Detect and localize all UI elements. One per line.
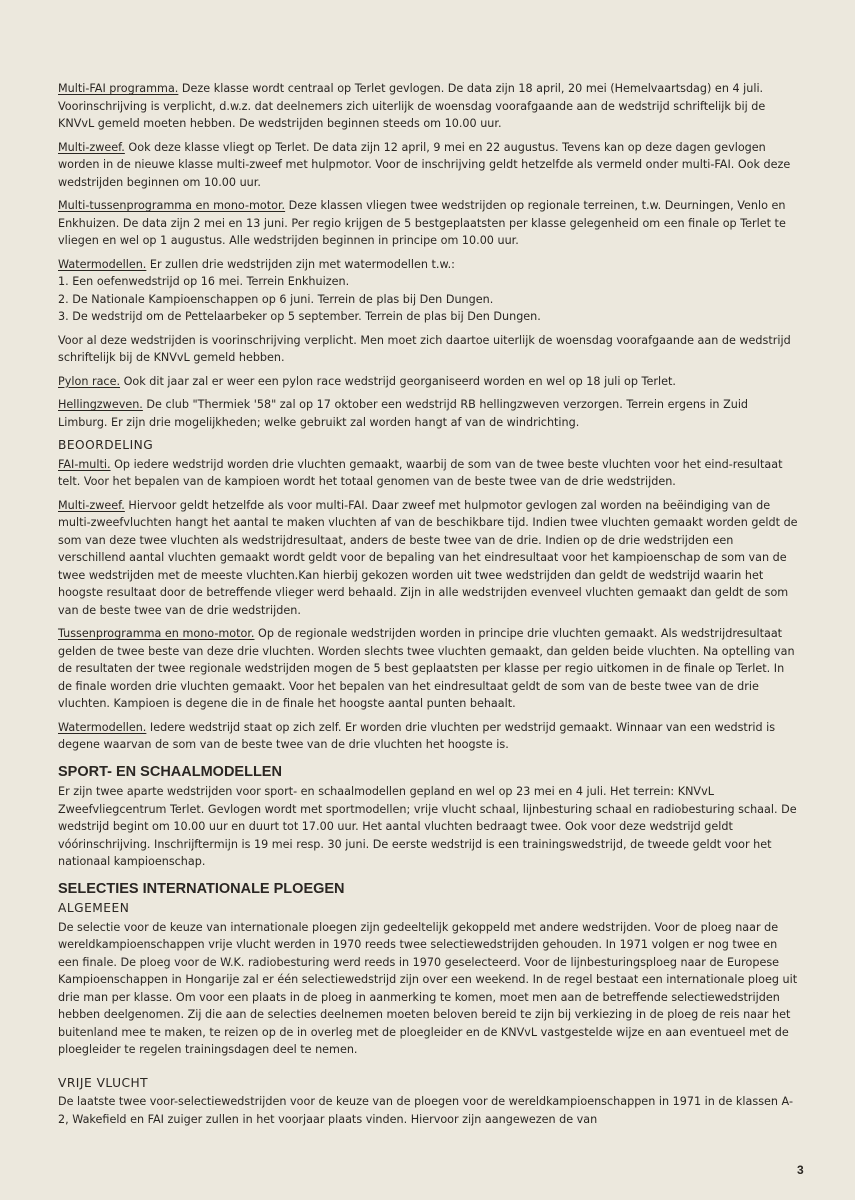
heading-sport-schaalmodellen: SPORT- EN SCHAALMODELLEN (58, 763, 282, 780)
list-item: 2. De Nationale Kampioenschappen op 6 juni. Terrein de plas bij Den Dungen. (58, 292, 494, 306)
paragraph-tussenprogramma (58, 625, 800, 713)
label-multi-zweef: Multi-zweef. (58, 140, 125, 154)
text-pylon-race: Ook dit jaar zal er weer een pylon race wedstrijd georganiseerd worden en wel op 18 juli op Terlet. (120, 374, 676, 388)
list-item: 1. Een oefenwedstrijd op 16 mei. Terrein Enkhuizen. (58, 275, 350, 288)
list-item: 3. De wedstrijd om de Pettelaarbeker op 5 september. Terrein de plas bij Den Dungen. (58, 310, 541, 323)
text-tussenprogramma: Op de regionale wedstrijden worden in principe drie vluchten gemaakt. Als wedstrijdresultaat gelden de twee beste van deze drie vluchten. Worden slechts twee vluchten gemaakt, dan gelden beide vluchten. Na optelling van de resultaten der twee regionale wedstrijden mogen de 5 best geplaatsten per klasse per regio uitkomen in de finale op Terlet. In de finale worden drie vluchten gemaakt. Voor het bepalen van het eindresultaat geldt de som van de beste twee van de drie vluchten. Kampioen is degene die in de finale het hoogste aantal punten behaalt. (58, 627, 795, 710)
heading-selecties: SELECTIES INTERNATIONALE PLOEGEN (58, 880, 345, 897)
subheading-vrije-vlucht: VRIJE VLUCHT (58, 1075, 149, 1090)
paragraph-watermodellen (58, 256, 800, 326)
paragraph-vrije-vlucht: De laatste twee voor-selectiewedstrijden voor de keuze van de ploegen voor de wereldkampioenschappen in 1971 in de klassen A-2, Wakefield en FAI zuiger zullen in het voorjaar plaats vinden. Hiervoor zijn aangewezen de van (58, 1095, 793, 1126)
text-beoordeling-multi-zweef: Hiervoor geldt hetzelfde als voor multi-FAI. Daar zweef met hulpmotor gevlogen zal worden na beëindiging van de multi-zweefvluchten hangt het aantal te maken vluchten af van de beschikbare tijd. Indien twee vluchten gemaakt worden geldt de som van deze twee vluchten als wedstrijdresultaat, anders de beste twee van de drie. Indien op de drie wedstrijden een verschillend aantal vluchten gemaakt wordt geldt voor de bepaling van het eindresultaat voor het kampioenschap de som van de twee wedstrijden met de meeste vluchten.Kan hierbij gekozen worden uit twee wedstrijden dan geldt de wedstrijd waarin het hoogste resultaat door de betreffende vlieger werd behaald. Zijn in alle wedstrijden evenveel vluchten gemaakt dan geldt de som van de beste twee van de drie wedstrijden. (58, 498, 798, 617)
label-fai-multi: FAI-multi. (58, 457, 111, 471)
text-watermodellen: Er zullen drie wedstrijden zijn met watermodellen t.w.: (146, 257, 455, 271)
label-beoordeling-watermodellen: Watermodellen. (58, 720, 147, 734)
text-multi-zweef: Ook deze klasse vliegt op Terlet. De data zijn 12 april, 9 mei en 22 augustus. Tevens kan op deze dagen gevlogen worden in de nieuwe klasse multi-zweef met hulpmotor. Voor de inschrijving geldt hetzelfde als vermeld onder multi-FAI. Ook deze wedstrijden beginnen om 10.00 uur. (58, 140, 791, 189)
paragraph-sport-schaalmodellen: Er zijn twee aparte wedstrijden voor sport- en schaalmodellen gepland en wel op 23 mei en 4 juli. Het terrein: KNVvL Zweefvliegcentrum Terlet. Gevlogen wordt met sportmodellen; vrije vlucht schaal, lijnbesturing schaal en radiobesturing schaal. De wedstrijd begint om 10.00 uur en duurt tot 17.00 uur. Het aantal vluchten bedraagt twee. Ook voor deze wedstrijd geldt vóórinschrijving. Inschrijftermijn is 19 mei resp. 30 juni. De eerste wedstrijd is een trainingswedstrijd, de tweede geldt voor het nationaal kampioenschap. (58, 785, 797, 868)
paragraph-selecties: De selectie voor de keuze van internationale ploegen zijn gedeeltelijk gekoppeld met andere wedstrijden. Voor de ploeg naar de wereldkampioenschappen vrije vlucht werden in 1970 reeds twee selectiewedstrijden gehouden. In 1971 volgen er nog twee en een finale. De ploeg voor de W.K. radiobesturing werd reeds in 1970 geselecteerd. Voor de lijnbesturingsploeg naar de Europese Kampioenschappen in Hongarije zal er één selectiewedstrijd zijn over een weekend. In de regel bestaat een internationale ploeg uit drie man per klasse. Om voor een plaats in de ploeg in aanmerking te komen, moet men aan de betreffende selectiewedstrijden hebben deelgenomen. Zij die aan de selecties deelnemen moeten beloven bereid te zijn bij verkiezing in de ploeg de reis naar het buitenland mee te maken, te reizen op de in overleg met de ploegleider en de KNVvL vastgestelde wijze en aan eventueel met de ploegleider te regelen trainingsdagen deel te nemen. (58, 920, 798, 1056)
text-fai-multi: Op iedere wedstrijd worden drie vluchten gemaakt, waarbij de som van de twee beste vluchten voor het eind-resultaat telt. Voor het bepalen van de kampioen wordt het totaal genomen van de beste twee van de drie wedstrijden. (58, 457, 783, 488)
paragraph-voorinschrijving: Voor al deze wedstrijden is voorinschrijving verplicht. Men moet zich daartoe uiterlijk de woensdag voorafgaande aan de wedstrijd schriftelijk bij de KNVvL gemeld hebben. (58, 333, 791, 364)
text-beoordeling-watermodellen: Iedere wedstrijd staat op zich zelf. Er worden drie vluchten per wedstrijd gemaakt. Winnaar van een wedstrid is degene waarvan de som van de beste twee van de drie vluchten het hoogste is. (58, 720, 776, 751)
paragraph-beoordeling-watermodellen (58, 719, 800, 754)
label-pylon-race: Pylon race. (58, 374, 121, 388)
text-multi-fai: Deze klasse wordt centraal op Terlet gevlogen. De data zijn 18 april, 20 mei (Hemelvaartsdag) en 4 juli. Voorinschrijving is verplicht, d.w.z. dat deelnemers zich uiterlijk de woensdag voorafgaande aan de wedstrijd schriftelijk bij de KNVvL gemeld moeten hebben. De wedstrijden beginnen steeds om 10.00 uur. (58, 82, 766, 130)
paragraph-beoordeling-multi-zweef (58, 497, 800, 620)
label-multi-tussen: Multi-tussenprogramma en mono-motor. (58, 199, 286, 212)
paragraph-multi-fai (58, 80, 800, 133)
page-content (58, 80, 800, 1134)
label-hellingzweven: Hellingzweven. (58, 398, 143, 411)
label-beoordeling-multi-zweef: Multi-zweef. (58, 498, 125, 512)
label-tussenprogramma: Tussenprogramma en mono-motor. (58, 627, 255, 640)
text-hellingzweven: De club "Thermiek '58" zal op 17 oktober een wedstrijd RB hellingzweven verzorgen. Terrein ergens in Zuid Limburg. Er zijn drie mogelijkheden; welke gebruikt zal worden hangt af van de windrichting. (58, 398, 749, 429)
paragraph-pylon-race (58, 373, 800, 391)
label-multi-fai: Multi-FAI programma. (58, 82, 179, 95)
paragraph-fai-multi (58, 456, 800, 491)
paragraph-multi-zweef (58, 139, 800, 192)
heading-beoordeling: BEOORDELING (58, 438, 154, 452)
label-watermodellen: Watermodellen. (58, 257, 147, 271)
text-multi-tussen: Deze klassen vliegen twee wedstrijden op regionale terreinen, t.w. Deurningen, Venlo en Enkhuizen. De data zijn 2 mei en 13 juni. Per regio krijgen de 5 bestgeplaatsten per klasse gelegenheid om een finale op Terlet te vliegen en wel op 1 augustus. Alle wedstrijden beginnen in principe om 10.00 uur. (58, 199, 786, 247)
subheading-algemeen: ALGEMEEN (58, 901, 130, 915)
page-number: 3 (797, 1163, 804, 1177)
paragraph-multi-tussen (58, 197, 800, 250)
paragraph-hellingzweven (58, 396, 800, 431)
